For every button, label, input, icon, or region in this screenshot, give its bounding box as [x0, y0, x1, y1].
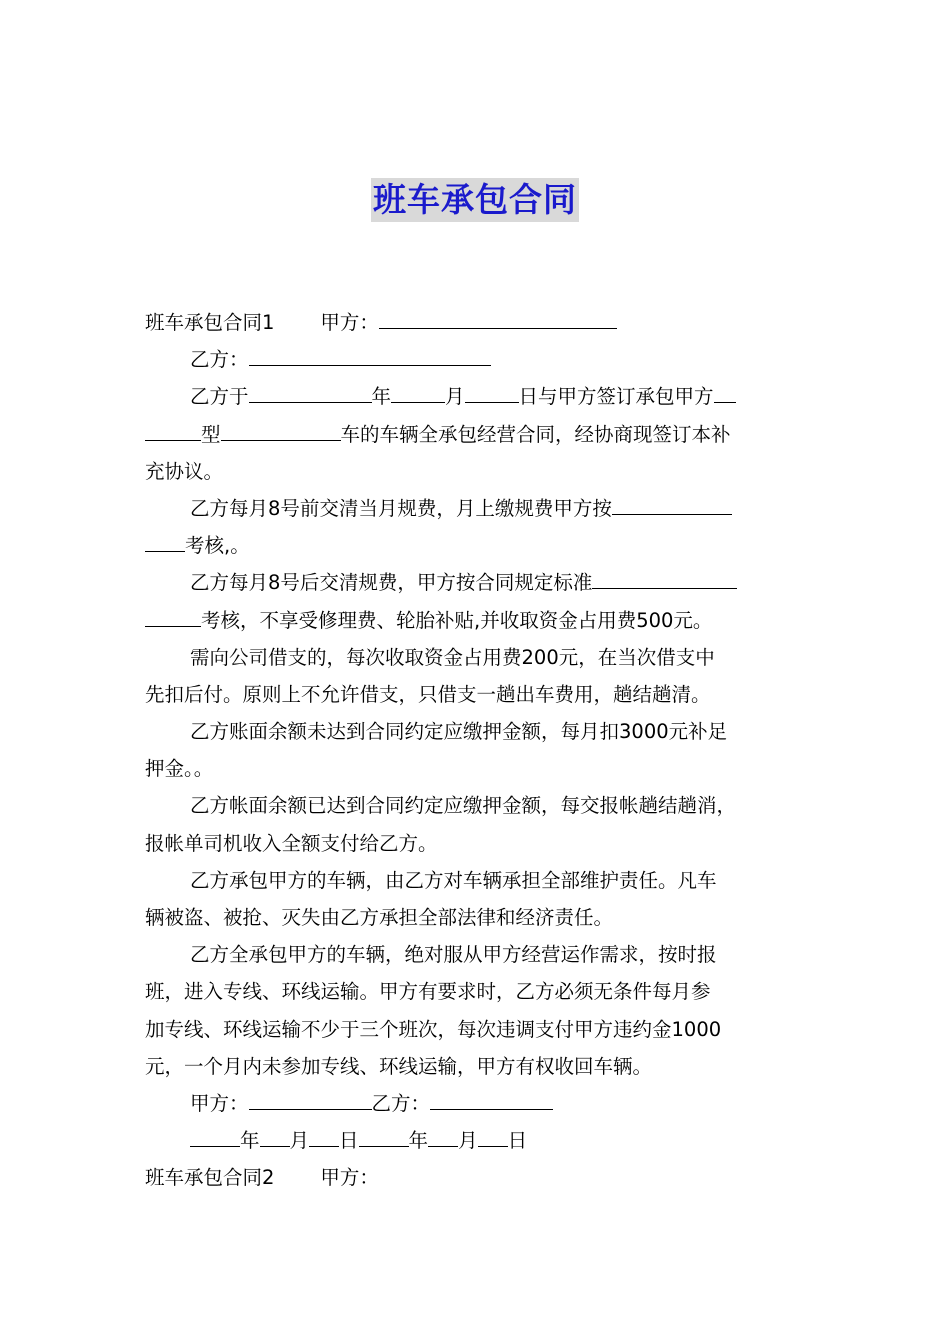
paragraph-2-line-1	[145, 490, 813, 527]
p2-text-2: 考核,。	[185, 534, 250, 558]
p8-text-3: 加专线、环线运输不少于三个班次，每次违调支付甲方违约金1000	[145, 1017, 722, 1041]
p1-text-3: 车的车辆全承包经营合同，经协商现签订本补	[340, 422, 731, 446]
standard-blank-1	[592, 568, 737, 589]
date-day-a: 日	[339, 1129, 359, 1153]
contract1-heading: 班车承包合同1	[145, 311, 275, 334]
p8-text-4: 元，一个月内未参加专线、环线运输，甲方有权收回车辆。	[145, 1054, 653, 1078]
paragraph-8-line-2	[145, 973, 813, 1010]
party-a-label: 甲方：	[320, 311, 379, 334]
p8-text: 乙方全承包甲方的车辆，绝对服从甲方经营运作需求，按时报	[190, 943, 717, 967]
date-year-blank-a	[190, 1126, 240, 1147]
page-title-text: 班车承包合同	[371, 178, 579, 222]
p6-text-2: 报帐单司机收入全额支付给乙方。	[145, 831, 438, 855]
paragraph-7-line-1	[145, 862, 813, 899]
paragraph-5-line-1	[145, 713, 813, 750]
party-b-label: 乙方：	[190, 348, 249, 372]
p1-text: 乙方于	[190, 385, 249, 409]
date-month-b: 月	[458, 1129, 478, 1153]
paragraph-6-line-1	[145, 787, 813, 824]
signature-party-a: 甲方：	[190, 1091, 249, 1115]
paragraph-7-line-2	[145, 899, 813, 936]
date-day-b: 日	[507, 1129, 528, 1153]
contract2-heading-line	[145, 1159, 813, 1196]
p3-text-2: 考核，不享受修理费、轮胎补贴,并收取资金占用费500元。	[201, 608, 713, 632]
paragraph-3-line-2	[145, 602, 813, 639]
contract-body	[145, 304, 813, 1197]
date-year-a: 年	[240, 1129, 260, 1153]
year-blank	[249, 382, 372, 403]
date-month-a: 月	[289, 1129, 310, 1153]
paragraph-1-line-3	[145, 453, 813, 490]
fee-blank-1	[612, 494, 732, 515]
party-b-blank	[249, 345, 491, 366]
date-line	[145, 1122, 813, 1159]
date-day-blank-a	[309, 1126, 339, 1147]
p1-year: 年	[371, 385, 392, 409]
paragraph-4-line-1	[145, 639, 813, 676]
date-year-blank-b	[359, 1126, 409, 1147]
signature-party-b: 乙方：	[371, 1091, 431, 1115]
vehicle-blank-1	[714, 382, 736, 403]
p1-text-4: 充协议。	[145, 459, 224, 483]
date-day-blank-b	[478, 1126, 508, 1147]
paragraph-6-line-2	[145, 825, 813, 862]
vehicle-blank-2	[145, 420, 201, 441]
standard-blank-2	[145, 606, 201, 627]
paragraph-1-line-1	[145, 378, 813, 415]
party-b-line	[145, 341, 813, 378]
model-blank	[221, 420, 341, 441]
month-blank	[391, 382, 445, 403]
date-month-blank-a	[260, 1126, 290, 1147]
p5-text: 乙方账面余额未达到合同约定应缴押金额，每月扣3000元补足	[190, 720, 728, 744]
contract2-party-a-label: 甲方：	[320, 1166, 379, 1190]
contract1-heading-line	[145, 304, 813, 341]
p4-text-2: 先扣后付。原则上不允许借支，只借支一趟出车费用，趟结趟清。	[145, 682, 711, 706]
p1-text-2: 日与甲方签订承包甲方	[518, 385, 714, 409]
p6-text: 乙方帐面余额已达到合同约定应缴押金额，每交报帐趟结趟消，	[190, 794, 737, 818]
p1-month: 月	[445, 385, 465, 409]
day-blank	[465, 382, 519, 403]
paragraph-1-line-2	[145, 416, 813, 453]
paragraph-8-line-3	[145, 1011, 813, 1048]
signature-b-blank	[430, 1089, 553, 1110]
p3-text: 乙方每月8号后交清规费，甲方按合同规定标准	[190, 571, 593, 595]
paragraph-5-line-2	[145, 750, 813, 787]
p2-text: 乙方每月8号前交清当月规费，月上缴规费甲方按	[190, 496, 612, 520]
signature-line	[145, 1085, 813, 1122]
date-month-blank-b	[428, 1126, 458, 1147]
p7-text: 乙方承包甲方的车辆，由乙方对车辆承担全部维护责任。凡车	[190, 868, 717, 892]
signature-a-blank	[249, 1089, 372, 1110]
paragraph-3-line-1	[145, 564, 813, 601]
contract2-heading: 班车承包合同2	[145, 1166, 275, 1190]
p1-model: 型	[201, 422, 221, 446]
paragraph-4-line-2	[145, 676, 813, 713]
p8-text-2: 班，进入专线、环线运输。甲方有要求时，乙方必须无条件每月参	[145, 980, 711, 1004]
p4-text: 需向公司借支的，每次收取资金占用费200元，在当次借支中	[190, 645, 715, 669]
paragraph-8-line-4	[145, 1048, 813, 1085]
fee-blank-2	[145, 531, 185, 552]
p7-text-2: 辆被盗、被抢、灭失由乙方承担全部法律和经济责任。	[145, 906, 614, 929]
party-a-blank	[379, 308, 617, 329]
date-year-b: 年	[408, 1129, 429, 1153]
paragraph-2-line-2	[145, 527, 813, 564]
paragraph-8-line-1	[145, 936, 813, 973]
p5-text-2: 押金。。	[145, 757, 214, 781]
page-title	[0, 178, 950, 222]
